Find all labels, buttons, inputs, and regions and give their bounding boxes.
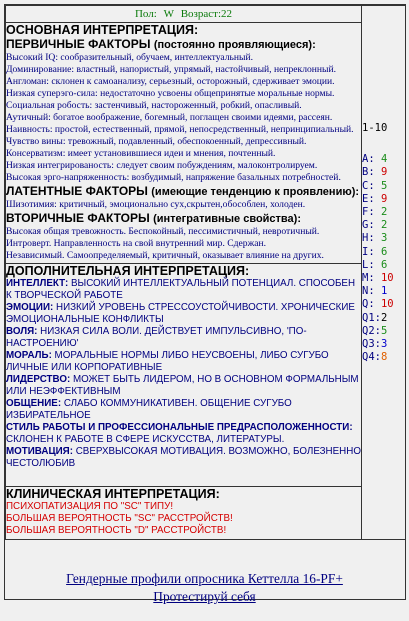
score-row <box>362 180 405 193</box>
basic-title: ОСНОВНАЯ ИНТЕРПРЕТАЦИЯ: <box>6 23 199 37</box>
score-factor-value: 3 <box>374 232 388 245</box>
score-row <box>362 232 405 245</box>
gender-profiles-link[interactable]: Гендерные профили опросника Кеттелла 16-PF+ <box>66 571 343 586</box>
scores-list <box>362 153 405 364</box>
score-factor-value: 3 <box>380 338 388 351</box>
additional-item-text: НИЗКИЙ УРОВЕНЬ СТРЕССОУСТОЙЧИВОСТИ. ХРОНИЧЕСКИЕ ЭМОЦИОНАЛЬНЫЕ КОНФЛИКТЫ <box>6 302 355 325</box>
score-factor-name: L: <box>362 258 375 271</box>
clinical-item: ПСИХОПАТИЗАЦИЯ ПО "SC" ТИПУ! <box>6 501 174 512</box>
additional-title: ДОПОЛНИТЕЛЬНАЯ ИНТЕРПРЕТАЦИЯ: <box>6 264 250 278</box>
primary-factor-item: Консерватизм: имеет установившиеся идеи и мнения, почтенный. <box>6 148 276 159</box>
scores-range: 1-10 <box>362 122 388 134</box>
score-row <box>362 153 405 166</box>
additional-item-label: ЭМОЦИИ: <box>6 302 54 313</box>
score-factor-value: 5 <box>380 324 388 337</box>
primary-factor-item: Чувство вины: тревожный, подавленный, обеспокоенный, депрессивный. <box>6 136 307 147</box>
score-factor-value: 6 <box>374 245 388 258</box>
test-yourself-link[interactable]: Протестируй себя <box>153 589 256 604</box>
score-factor-name: N: <box>362 285 375 298</box>
primary-factor-item: Доминирование: властный, напористый, упрямый, настойчивый, непреклонный. <box>6 64 337 75</box>
score-factor-value: 4 <box>374 153 388 166</box>
additional-item-label: СТИЛЬ РАБОТЫ И ПРОФЕССИОНАЛЬНЫЕ ПРЕДРАСПОЛОЖЕННОСТИ: <box>6 422 353 433</box>
score-row <box>362 298 405 311</box>
secondary-title: ВТОРИЧНЫЕ ФАКТОРЫ (интегративные свойства): <box>6 211 301 225</box>
age-value: 22 <box>221 8 233 20</box>
score-factor-name: Q: <box>362 298 375 311</box>
secondary-factor-item: Интроверт. Направленность на свой внутренний мир. Сдержан. <box>6 238 267 249</box>
clinical-panel <box>6 487 362 540</box>
score-row <box>362 193 405 206</box>
score-factor-value: 2 <box>374 219 388 232</box>
score-factor-name: C: <box>362 179 375 192</box>
additional-list <box>6 278 361 470</box>
additional-item <box>6 422 361 446</box>
primary-factor-item: Низкая суперэго-сила: недостаточно усвоены общепринятые моральные нормы. <box>6 88 335 99</box>
score-factor-value: 2 <box>380 311 388 324</box>
footer-links <box>0 570 409 606</box>
primary-factor-item: Аутичный: богатое воображение, богемный, поглащен своими идеями, рассеян. <box>6 112 333 123</box>
score-factor-name: B: <box>362 166 375 179</box>
clinical-title: КЛИНИЧЕСКАЯ ИНТЕРПРЕТАЦИЯ: <box>6 487 220 501</box>
score-factor-name: G: <box>362 219 375 232</box>
secondary-factor-item: Высокая общая тревожность. Беспокойный, пессимистичный, невротичный. <box>6 226 320 237</box>
latent-title: ЛАТЕНТНЫЕ ФАКТОРЫ (имеющие тенденцию к проявлению): <box>6 184 360 198</box>
additional-item-label: МОТИВАЦИЯ: <box>6 446 73 457</box>
score-factor-name: I: <box>362 245 375 258</box>
score-row <box>362 166 405 179</box>
score-factor-name: Q4: <box>362 351 381 364</box>
additional-item <box>6 326 361 350</box>
primary-factor-item: Низкая интегрированость: следует своим побуждениям, малоконтролируем. <box>6 160 318 171</box>
additional-item-text: МОРАЛЬНЫЕ НОРМЫ ЛИБО НЕУСВОЕНЫ, ЛИБО СУГУБО ЛИЧНЫЕ ИЛИ КОРПОРАТИВНЫЕ <box>6 350 329 373</box>
score-factor-value: 10 <box>374 272 394 285</box>
primary-title: ПЕРВИЧНЫЕ ФАКТОРЫ (постоянно проявляющиеся): <box>6 37 316 51</box>
score-factor-value: 9 <box>374 192 388 205</box>
additional-item <box>6 374 361 398</box>
score-row <box>362 259 405 272</box>
primary-factor-item: Высокий IQ: сообразительный, обучаем, интеллектуальный. <box>6 52 254 63</box>
additional-item-text: СВЕРХВЫСОКАЯ МОТИВАЦИЯ. ВОЗМОЖНО, БОЛЕЗНЕННО ЧЕСТОЛЮБИВ <box>6 446 361 469</box>
gender-value: W <box>163 8 174 20</box>
score-factor-value: 6 <box>374 258 388 271</box>
additional-item-text: МОЖЕТ БЫТЬ ЛИДЕРОМ, НО В ОСНОВНОМ ФОРМАЛЬНЫМ ИЛИ НЕЭФФЕКТИВНЫМ <box>6 374 359 397</box>
score-factor-value: 10 <box>374 298 394 311</box>
score-row <box>362 246 405 259</box>
score-row <box>362 338 405 351</box>
score-factor-name: A: <box>362 153 375 166</box>
additional-item <box>6 278 361 302</box>
score-factor-name: E: <box>362 192 375 205</box>
header-row <box>6 6 362 23</box>
clinical-item: БОЛЬШАЯ ВЕРОЯТНОСТЬ "D" РАССТРОЙСТВ! <box>6 525 227 536</box>
score-row <box>362 206 405 219</box>
age-label: Возраст: <box>180 8 222 20</box>
score-row <box>362 272 405 285</box>
gender-label: Пол: <box>134 8 157 20</box>
score-factor-name: M: <box>362 272 375 285</box>
score-factor-name: F: <box>362 206 375 219</box>
additional-item-label: ОБЩЕНИЕ: <box>6 398 62 409</box>
additional-item <box>6 446 361 470</box>
additional-item <box>6 350 361 374</box>
basic-panel <box>6 23 362 264</box>
secondary-factor-item: Независимый. Самоопределяемый, критичный, оказывает влияние на других. <box>6 250 324 261</box>
additional-item-text: ВЫСОКИЙ ИНТЕЛЛЕКТУАЛЬНЫЙ ПОТЕНЦИАЛ. СПОСОБЕН К ТВОРЧЕСКОЙ РАБОТЕ <box>6 278 356 301</box>
additional-item-label: ВОЛЯ: <box>6 326 38 337</box>
additional-panel <box>6 264 362 487</box>
score-factor-name: H: <box>362 232 375 245</box>
score-factor-value: 8 <box>380 351 388 364</box>
report-table <box>5 5 406 540</box>
latent-factor-item: Шизотимия: критичный, эмоционально сух,скрытен,обособлен, холоден. <box>6 199 306 210</box>
score-factor-name: Q3: <box>362 338 381 351</box>
score-factor-value: 1 <box>374 285 388 298</box>
score-row <box>362 219 405 232</box>
additional-item-label: ЛИДЕРСТВО: <box>6 374 71 385</box>
primary-list <box>6 52 361 184</box>
secondary-list <box>6 226 361 262</box>
scores-column <box>362 6 406 540</box>
score-factor-value: 9 <box>374 166 388 179</box>
score-row <box>362 325 405 338</box>
additional-item-label: ИНТЕЛЛЕКТ: <box>6 278 69 289</box>
additional-item-text: СЛАБО КОММУНИКАТИВЕН. ОБЩЕНИЕ СУГУБО ИЗБИРАТЕЛЬНОЕ <box>6 398 292 421</box>
score-factor-name: Q1: <box>362 311 381 324</box>
clinical-item: БОЛЬШАЯ ВЕРОЯТНОСТЬ "SC" РАССТРОЙСТВ! <box>6 513 233 524</box>
additional-item-text: СКЛОНЕН К РАБОТЕ В СФЕРЕ ИСКУССТВА, ЛИТЕРАТУРЫ. <box>6 434 285 445</box>
additional-item-text: НИЗКАЯ СИЛА ВОЛИ. ДЕЙСТВУЕТ ИМПУЛЬСИВНО, 'ПО-НАСТРОЕНИЮ' <box>6 326 307 349</box>
score-row <box>362 285 405 298</box>
score-factor-name: Q2: <box>362 324 381 337</box>
primary-factor-item: Высокая эрго-напряженность: возбудимый, напряжение базальных потребностей. <box>6 172 341 183</box>
score-row <box>362 312 405 325</box>
latent-list <box>6 199 361 211</box>
additional-item <box>6 398 361 422</box>
score-factor-value: 2 <box>374 206 388 219</box>
score-row <box>362 351 405 364</box>
primary-factor-item: Англоман: склонен к самоанализу, серьезный, осторожный, сдерживает эмоции. <box>6 76 335 87</box>
additional-item <box>6 302 361 326</box>
primary-factor-item: Социальная робость: застенчивый, настороженный, робкий, опасливый. <box>6 100 302 111</box>
report-frame <box>4 4 406 600</box>
additional-item-label: МОРАЛЬ: <box>6 350 52 361</box>
primary-factor-item: Наивность: простой, естественный, прямой, непосредственный, непринципиальный. <box>6 124 354 135</box>
clinical-list <box>6 501 361 537</box>
score-factor-value: 5 <box>374 179 388 192</box>
